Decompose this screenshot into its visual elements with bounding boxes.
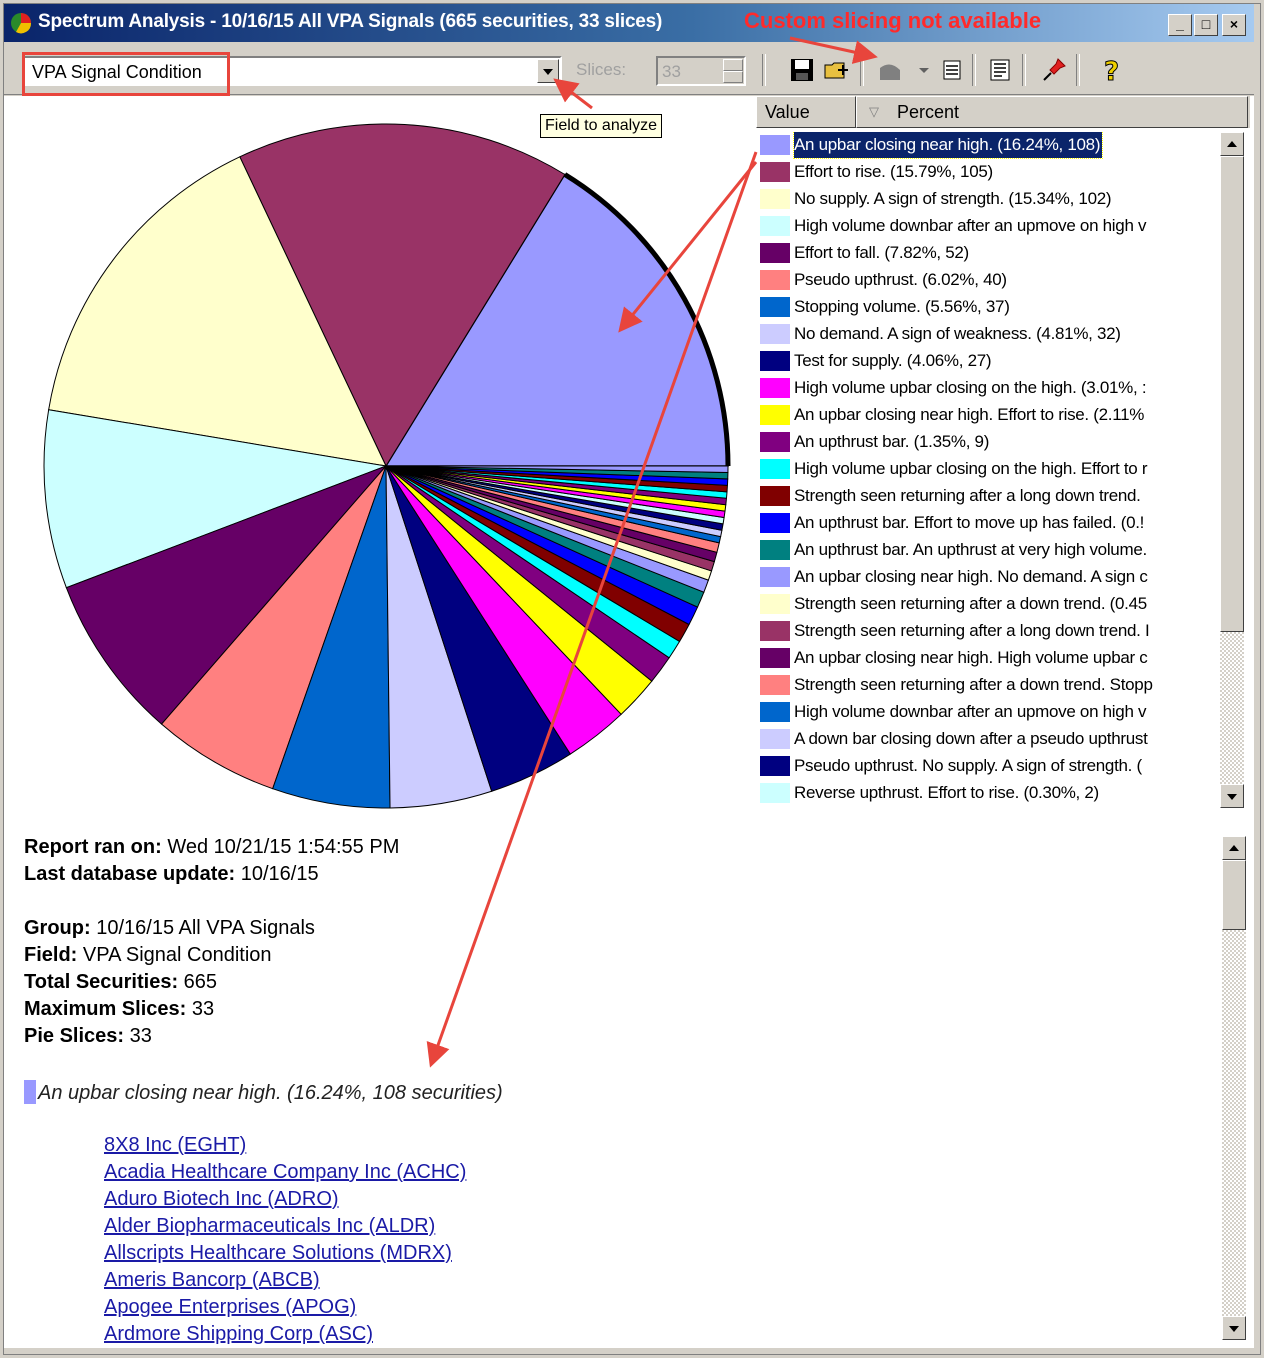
color-swatch [760,432,790,452]
field-tooltip: Field to analyze [540,114,662,138]
last-update-label: Last database update: [24,863,236,885]
list-item-label: Pseudo upthrust. No supply. A sign of strength. ( [794,756,1142,775]
list-item[interactable] [756,267,1218,294]
slices-up-button[interactable] [723,59,743,71]
color-swatch [760,162,790,182]
color-swatch [760,378,790,398]
list-item-label: Test for supply. (4.06%, 27) [794,351,992,370]
list-item[interactable] [756,186,1218,213]
list-item-label: An upbar closing near high. No demand. A sign c [794,567,1148,586]
security-link[interactable]: Ameris Bancorp (ABCB) [104,1269,320,1291]
list-item-label: High volume downbar after an upmove on high v [794,216,1147,235]
security-link[interactable]: Aduro Biotech Inc (ADRO) [104,1188,339,1210]
title-bar[interactable] [4,4,1254,42]
list-item-label: Reverse upthrust. Effort to rise. (0.30%, 2) [794,783,1099,802]
security-link[interactable]: Alder Biopharmaceuticals Inc (ALDR) [104,1215,436,1237]
svg-text:?: ? [1104,57,1120,84]
list-item-label: Effort to fall. (7.82%, 52) [794,243,969,262]
color-swatch [760,189,790,209]
scroll-down-button[interactable] [1222,1316,1246,1340]
list-item-label: An upbar closing near high. (16.24%, 108) [794,132,1102,158]
group-label: Group: [24,917,91,939]
color-swatch [760,459,790,479]
list-item[interactable] [756,483,1218,510]
color-swatch [760,216,790,236]
list-item[interactable] [756,375,1218,402]
list-item[interactable] [756,591,1218,618]
list-item[interactable] [756,618,1218,645]
list-header [756,96,1250,128]
column-percent-header[interactable] [856,96,1248,128]
list-item[interactable] [756,753,1218,780]
toolbar-separator [762,54,766,86]
total-securities-label: Total Securities: [24,971,179,993]
color-swatch [760,594,790,614]
total-securities-value: 665 [178,971,218,993]
color-swatch [760,567,790,587]
list-item-label: High volume downbar after an upmove on high v [794,702,1147,721]
minimize-button[interactable]: _ [1168,14,1192,36]
color-swatch [760,702,790,722]
report-ran-label: Report ran on: [24,836,162,858]
list-item[interactable] [756,348,1218,375]
list-item[interactable] [756,510,1218,537]
list-item[interactable] [756,645,1218,672]
color-swatch [760,324,790,344]
toolbar-separator [1022,54,1026,86]
color-swatch [760,783,790,803]
pie-slices-label: Pie Slices: [24,1025,125,1047]
list-item[interactable] [756,159,1218,186]
toolbar-separator [860,54,864,86]
scroll-up-button[interactable] [1220,132,1244,156]
report-icon[interactable] [986,56,1014,84]
custom-slice-icon[interactable] [876,56,904,84]
help-icon[interactable] [1098,56,1126,84]
column-percent-label: Percent [897,102,960,122]
list-item[interactable] [756,726,1218,753]
list-item[interactable] [756,537,1218,564]
color-swatch [760,756,790,776]
list-item-label: High volume upbar closing on the high. Effort to r [794,459,1148,478]
list-item[interactable] [756,240,1218,267]
sort-descending-icon: ▽ [869,104,879,119]
scroll-thumb[interactable] [1220,156,1244,632]
toolbar [4,44,1254,95]
column-value-header[interactable]: Value [756,96,856,128]
list-item[interactable] [756,402,1218,429]
field-value: VPA Signal Condition [77,944,272,966]
list-rows [756,132,1218,808]
color-swatch [760,729,790,749]
list-item-label: An upbar closing near high. High volume upbar c [794,648,1148,667]
report-ran-value: Wed 10/21/15 1:54:55 PM [161,836,400,858]
list-item[interactable] [756,780,1218,807]
annotation-custom-slicing: Custom slicing not available [744,8,1042,33]
color-swatch [760,486,790,506]
maximum-slices-value: 33 [186,998,215,1020]
color-swatch [760,351,790,371]
field-label: Field: [24,944,78,966]
slices-down-button[interactable] [723,71,743,83]
maximum-slices-label: Maximum Slices: [24,998,187,1020]
pie-chart[interactable] [24,116,744,836]
list-item-label: An upthrust bar. An upthrust at very high volume. [794,540,1147,559]
group-value: 10/16/15 All VPA Signals [90,917,315,939]
scroll-up-button[interactable] [1222,836,1246,860]
selected-slice-text: An upbar closing near high. (16.24%, 108 securities) [38,1082,503,1104]
list-item-label: An upthrust bar. (1.35%, 9) [794,432,990,451]
list-item[interactable] [756,456,1218,483]
color-swatch [760,621,790,641]
report-scrollbar[interactable] [1222,836,1246,1340]
list-item-label: Strength seen returning after a down trend. (0.45 [794,594,1147,613]
color-swatch [760,243,790,263]
color-swatch [760,513,790,533]
content-area [4,96,1254,1348]
list-item-label: A down bar closing down after a pseudo upthrust [794,729,1148,748]
last-update-value: 10/16/15 [235,863,319,885]
scroll-down-button[interactable] [1220,784,1244,808]
chevron-down-icon[interactable] [910,56,938,84]
field-select-value: VPA Signal Condition [32,62,202,82]
toolbar-separator [1076,54,1080,86]
slices-stepper[interactable] [656,56,746,86]
list-item-label: An upthrust bar. Effort to move up has failed. (0.! [794,513,1145,532]
window-title: Spectrum Analysis - 10/16/15 All VPA Signals (665 securities, 33 slices) [38,11,663,32]
list-item-label: An upbar closing near high. Effort to rise. (2.11% [794,405,1145,424]
pie-slices-value: 33 [124,1025,152,1047]
list-item[interactable] [756,672,1218,699]
close-button[interactable]: × [1222,14,1246,36]
list-item[interactable] [756,132,1218,159]
list-item-label: Strength seen returning after a long down trend. I [794,621,1150,640]
list-item-label: Stopping volume. (5.56%, 37) [794,297,1010,316]
open-folder-icon[interactable] [822,56,850,84]
pin-icon[interactable] [1040,56,1068,84]
list-item-label: No demand. A sign of weakness. (4.81%, 32) [794,324,1121,343]
security-link[interactable]: 8X8 Inc (EGHT) [104,1134,247,1156]
scroll-thumb[interactable] [1222,860,1246,930]
slices-value: 33 [662,62,681,81]
security-link[interactable]: Acadia Healthcare Company Inc (ACHC) [104,1161,467,1183]
list-item-label: Effort to rise. (15.79%, 105) [794,162,993,181]
color-swatch [760,135,790,155]
maximize-button[interactable]: □ [1194,14,1218,36]
app-pie-icon [10,12,32,34]
list-item[interactable] [756,699,1218,726]
color-swatch [760,405,790,425]
list-item-label: Strength seen returning after a down trend. Stopp [794,675,1153,694]
list-item[interactable] [756,321,1218,348]
field-select[interactable] [22,56,562,86]
color-swatch [760,648,790,668]
slices-label: Slices: [576,60,627,79]
list-item-label: High volume upbar closing on the high. (3.01%, : [794,378,1147,397]
list-item-label: No supply. A sign of strength. (15.34%, 102) [794,189,1112,208]
toolbar-separator [972,54,976,86]
list-item[interactable] [756,213,1218,240]
save-icon[interactable] [788,56,816,84]
list-item-label: Strength seen returning after a long down trend. [794,486,1141,505]
color-swatch [760,297,790,317]
list-scrollbar[interactable] [1220,132,1244,808]
list-item[interactable] [756,564,1218,591]
color-swatch [760,540,790,560]
list-item[interactable] [756,294,1218,321]
color-swatch [760,675,790,695]
security-link[interactable]: Allscripts Healthcare Solutions (MDRX) [104,1242,452,1264]
field-dropdown-button[interactable] [537,59,559,83]
list-item[interactable] [756,429,1218,456]
selected-slice-description [24,1080,503,1105]
slice-list[interactable] [756,96,1250,808]
list-item-label: Pseudo upthrust. (6.02%, 40) [794,270,1007,289]
selected-slice-swatch [24,1080,36,1104]
list-view-icon[interactable] [938,56,966,84]
security-link[interactable]: Ardmore Shipping Corp (ASC) [104,1323,373,1345]
color-swatch [760,270,790,290]
security-link[interactable]: Apogee Enterprises (APOG) [104,1296,357,1318]
